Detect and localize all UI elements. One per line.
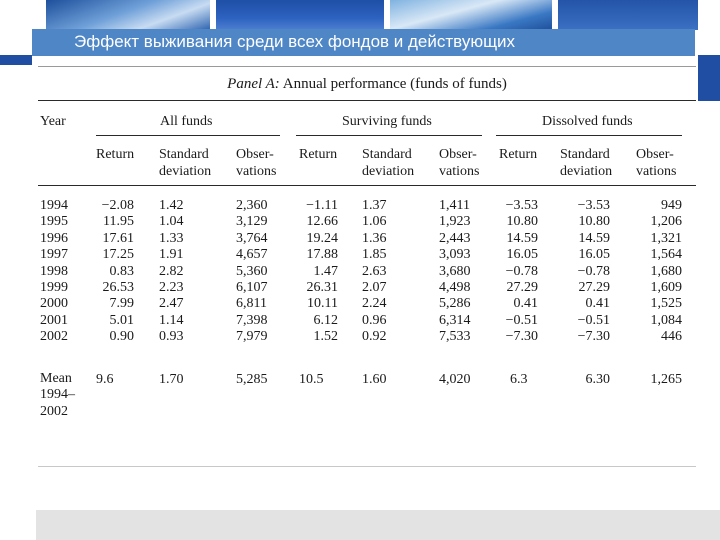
std-cell: 27.29 xyxy=(578,280,610,296)
side-accent-bar xyxy=(698,55,720,101)
obs-cell: 6,314 xyxy=(439,312,471,328)
obs-cell: 3,093 xyxy=(439,247,471,263)
return-cell: −2.08 xyxy=(101,198,134,213)
all-mean-return: 9.6 xyxy=(96,372,114,387)
return-cell: 14.59 xyxy=(506,230,538,246)
obs-cell: 1,525 xyxy=(650,296,682,312)
subheader-obs: vations xyxy=(636,164,677,179)
footer-bar xyxy=(36,510,720,540)
divider xyxy=(38,66,696,67)
std-cell: 1.14 xyxy=(159,312,184,328)
obs-cell: 3,764 xyxy=(236,230,268,246)
group-rule xyxy=(496,135,682,136)
return-cell: 10.11 xyxy=(307,296,338,312)
obs-cell: 7,979 xyxy=(236,329,268,345)
std-cell: 1.91 xyxy=(159,247,184,263)
std-cell: 1.37 xyxy=(362,198,387,213)
subheader-obs: vations xyxy=(236,164,277,179)
std-cell: 2.63 xyxy=(362,263,387,279)
dissolved-return-column xyxy=(488,198,538,346)
group-header-surviving: Surviving funds xyxy=(342,114,432,129)
return-cell: 11.95 xyxy=(103,214,134,230)
std-cell: 0.41 xyxy=(585,296,610,312)
std-cell: 1.04 xyxy=(159,214,184,230)
performance-table xyxy=(38,72,696,432)
std-cell: 2.24 xyxy=(362,296,387,312)
mean-label xyxy=(40,371,80,420)
obs-cell: 1,084 xyxy=(650,312,682,328)
header-accent xyxy=(0,55,32,65)
header-photo-tile xyxy=(46,0,210,30)
subheader-std: deviation xyxy=(560,164,613,179)
surviving-mean-return: 10.5 xyxy=(299,372,324,387)
dissolved-obs-column xyxy=(626,198,682,346)
dissolved-std-column xyxy=(554,198,610,346)
return-cell: 16.05 xyxy=(506,247,538,263)
obs-cell: 5,360 xyxy=(236,263,268,279)
year-cell: 1998 xyxy=(40,263,68,279)
std-cell: 1.42 xyxy=(159,198,184,213)
surviving-obs-column xyxy=(439,198,485,346)
subheader-obs: Obser- xyxy=(439,147,477,162)
year-header: Year xyxy=(40,114,66,129)
year-cell: 1997 xyxy=(40,247,68,263)
surviving-return-column xyxy=(288,198,338,346)
std-cell: 1.36 xyxy=(362,230,387,246)
obs-cell: 1,206 xyxy=(650,214,682,230)
all-std-column xyxy=(159,198,199,346)
surviving-mean-std: 1.60 xyxy=(362,372,387,387)
return-cell: −0.51 xyxy=(505,312,538,328)
all-mean-std: 1.70 xyxy=(159,372,184,387)
std-cell: −3.53 xyxy=(577,198,610,213)
std-cell: 2.82 xyxy=(159,263,184,279)
obs-cell: 3,129 xyxy=(236,214,268,230)
all-mean-obs: 5,285 xyxy=(236,372,268,387)
year-cell: 1996 xyxy=(40,230,68,246)
header-photo-tile xyxy=(390,0,552,30)
return-cell: 17.25 xyxy=(102,247,134,263)
obs-cell: 1,321 xyxy=(650,230,682,246)
std-cell: 16.05 xyxy=(578,247,610,263)
panel-caption: Annual performance (funds of funds) xyxy=(282,76,507,92)
group-rule xyxy=(296,135,482,136)
subheader-obs: Obser- xyxy=(636,147,674,162)
std-cell: 0.96 xyxy=(362,312,387,328)
return-cell: −7.30 xyxy=(505,329,538,345)
obs-cell: 2,443 xyxy=(439,230,471,246)
year-cell: 2001 xyxy=(40,312,68,328)
obs-cell: 1,609 xyxy=(650,280,682,296)
mean-label-line: 1994– xyxy=(40,387,75,403)
obs-cell: 446 xyxy=(661,329,682,345)
return-cell: 0.41 xyxy=(513,296,538,312)
mean-label-line: 2002 xyxy=(40,403,68,419)
obs-cell: 949 xyxy=(661,198,682,213)
subheader-return: Return xyxy=(499,147,538,162)
header-photo-tile xyxy=(558,0,698,30)
year-column xyxy=(40,198,80,346)
subheader-return: Return xyxy=(96,147,135,162)
obs-cell: 4,498 xyxy=(439,280,471,296)
subheader-std: deviation xyxy=(159,164,212,179)
std-cell: 1.85 xyxy=(362,247,387,263)
obs-cell: 1,564 xyxy=(650,247,682,263)
header-photo-tile xyxy=(216,0,384,30)
return-cell: 1.52 xyxy=(313,329,338,345)
surviving-mean-obs: 4,020 xyxy=(439,372,471,387)
obs-cell: 1,923 xyxy=(439,214,471,230)
std-cell: −7.30 xyxy=(577,329,610,345)
return-cell: 7.99 xyxy=(109,296,134,312)
group-header-all: All funds xyxy=(160,114,213,129)
panel-label: Panel A: xyxy=(227,76,280,92)
return-cell: 0.90 xyxy=(109,329,134,345)
obs-cell: 3,680 xyxy=(439,263,471,279)
subheader-obs: Obser- xyxy=(236,147,274,162)
table-rule xyxy=(38,185,696,186)
return-cell: 10.80 xyxy=(506,214,538,230)
return-cell: 19.24 xyxy=(306,230,338,246)
year-cell: 1994 xyxy=(40,198,68,213)
subheader-return: Return xyxy=(299,147,338,162)
std-cell: 10.80 xyxy=(578,214,610,230)
std-cell: −0.51 xyxy=(577,312,610,328)
year-cell: 2000 xyxy=(40,296,68,312)
subheader-std: Standard xyxy=(362,147,412,162)
return-cell: 27.29 xyxy=(506,280,538,296)
surviving-std-column xyxy=(362,198,402,346)
obs-cell: 2,360 xyxy=(236,198,268,213)
std-cell: 1.33 xyxy=(159,230,184,246)
slide-title: Эффект выживания среди всех фондов и действующих xyxy=(32,29,695,56)
std-cell: 14.59 xyxy=(578,230,610,246)
std-cell: 1.06 xyxy=(362,214,387,230)
all-return-column xyxy=(84,198,134,346)
subheader-std: Standard xyxy=(560,147,610,162)
std-cell: 0.93 xyxy=(159,329,184,345)
std-cell: 0.92 xyxy=(362,329,387,345)
std-cell: 2.07 xyxy=(362,280,387,296)
year-cell: 1999 xyxy=(40,280,68,296)
obs-cell: 7,533 xyxy=(439,329,471,345)
group-header-dissolved: Dissolved funds xyxy=(542,114,633,129)
subheader-obs: vations xyxy=(439,164,480,179)
return-cell: 6.12 xyxy=(313,312,338,328)
all-obs-column xyxy=(236,198,282,346)
return-cell: −1.11 xyxy=(306,198,338,213)
return-cell: 26.53 xyxy=(102,280,134,296)
dissolved-mean-std: 6.30 xyxy=(585,372,610,387)
obs-cell: 5,286 xyxy=(439,296,471,312)
subheader-std: Standard xyxy=(159,147,209,162)
obs-cell: 6,107 xyxy=(236,280,268,296)
group-rule xyxy=(96,135,280,136)
return-cell: 5.01 xyxy=(109,312,134,328)
panel-title xyxy=(38,76,696,93)
divider xyxy=(38,466,696,467)
return-cell: 0.83 xyxy=(109,263,134,279)
obs-cell: 6,811 xyxy=(236,296,267,312)
obs-cell: 1,680 xyxy=(650,263,682,279)
return-cell: 17.61 xyxy=(102,230,134,246)
return-cell: 26.31 xyxy=(306,280,338,296)
return-cell: −0.78 xyxy=(505,263,538,279)
return-cell: 1.47 xyxy=(313,263,338,279)
year-cell: 2002 xyxy=(40,329,68,345)
obs-cell: 7,398 xyxy=(236,312,268,328)
obs-cell: 1,411 xyxy=(439,198,470,213)
table-rule xyxy=(38,100,696,101)
dissolved-mean-obs: 1,265 xyxy=(650,372,682,387)
std-cell: 2.23 xyxy=(159,280,184,296)
subheader-std: deviation xyxy=(362,164,415,179)
return-cell: −3.53 xyxy=(505,198,538,213)
std-cell: −0.78 xyxy=(577,263,610,279)
year-cell: 1995 xyxy=(40,214,68,230)
return-cell: 17.88 xyxy=(306,247,338,263)
return-cell: 12.66 xyxy=(306,214,338,230)
dissolved-mean-return: 6.3 xyxy=(510,372,528,387)
mean-label-line: Mean xyxy=(40,371,72,386)
std-cell: 2.47 xyxy=(159,296,184,312)
obs-cell: 4,657 xyxy=(236,247,268,263)
